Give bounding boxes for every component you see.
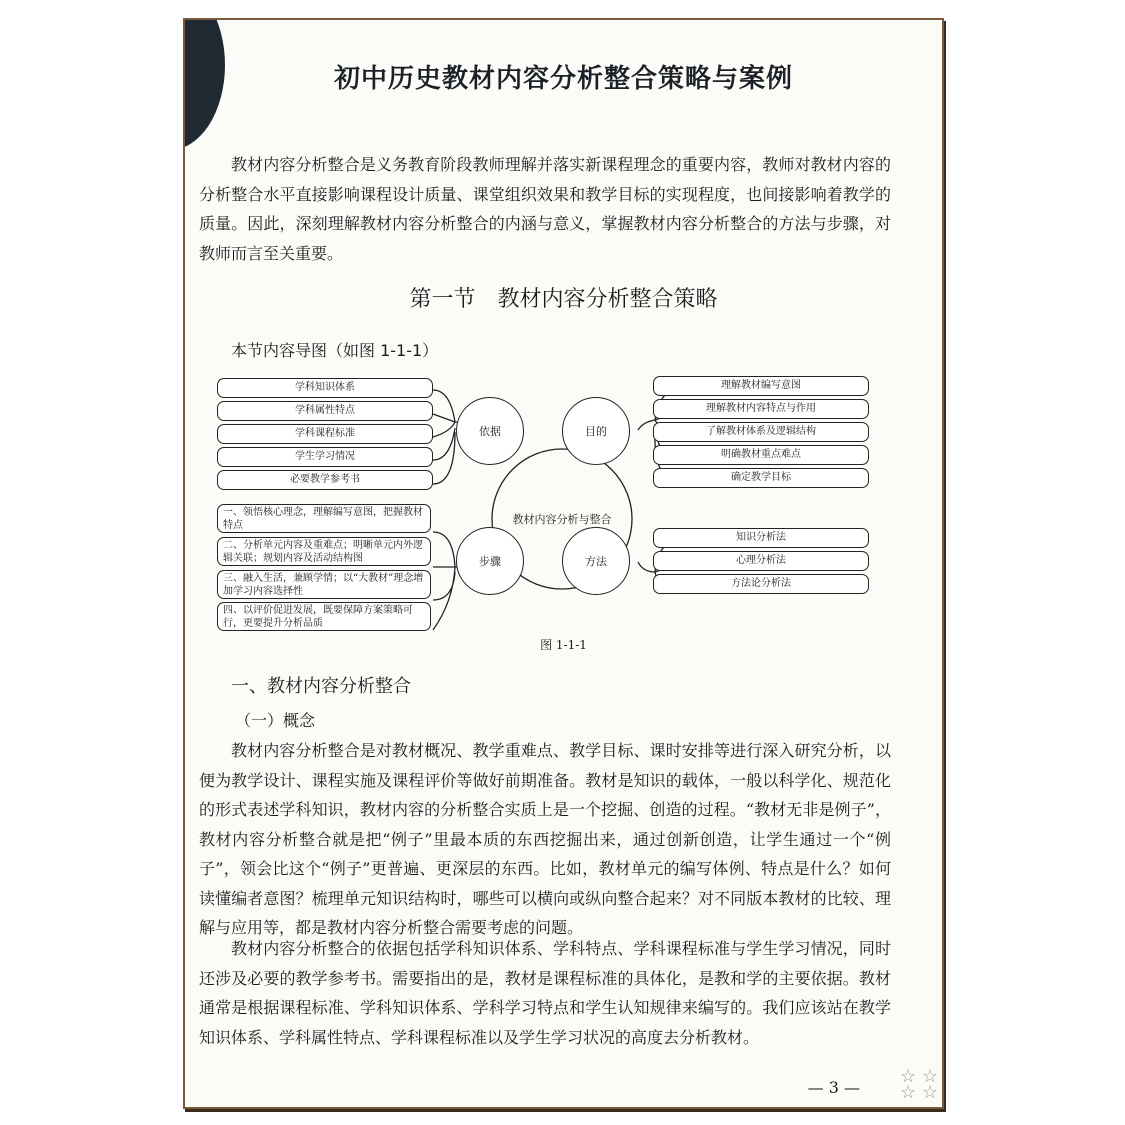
purpose-item: 明确教材重点难点: [653, 445, 869, 465]
step-item: 二、分析单元内容及重难点；明晰单元内外逻辑关联；规划内容及活动结构图: [217, 537, 431, 566]
node-basis: 依据: [456, 397, 524, 465]
purpose-item: 确定教学目标: [653, 468, 869, 488]
heading-1-1: （一）概念: [235, 711, 316, 730]
purpose-item: 了解教材体系及逻辑结构: [653, 422, 869, 442]
basis-item: 学科属性特点: [217, 401, 433, 421]
section-title: 第一节 教材内容分析整合策略: [409, 287, 718, 312]
basis-item: 学生学习情况: [217, 447, 433, 467]
method-item: 知识分析法: [653, 528, 869, 548]
basis-item: 学科知识体系: [217, 378, 433, 398]
basis-item: 学科课程标准: [217, 424, 433, 444]
heading-1: 一、教材内容分析整合: [231, 676, 411, 697]
method-item: 心理分析法: [653, 551, 869, 571]
star-decoration: ☆ ☆ ☆ ☆: [900, 1066, 938, 1103]
purpose-item: 理解教材编写意图: [653, 376, 869, 396]
step-item: 一、领悟核心理念，理解编写意图，把握教材特点: [217, 504, 431, 533]
purpose-item: 理解教材内容特点与作用: [653, 399, 869, 419]
node-center: 教材内容分析与整合: [512, 513, 612, 526]
page-number: — 3 —: [807, 1078, 860, 1097]
mind-map-figure: [215, 372, 875, 632]
node-methods: 方法: [562, 527, 630, 595]
node-purpose: 目的: [562, 397, 630, 465]
basis-paragraph: 教材内容分析整合的依据包括学科知识体系、学科特点、学科课程标准与学生学习情况，同时还涉及必要的教学参考书。需要指出的是，教材是课程标准的具体化，是教和学的主要依据。教材通常是根据课程标准、学科知识体系、学科学习特点和学生认知规律来编写的。我们应该站在教学知识体系、学科属性特点、学科课程标准以及学生学习状况的高度去分析教材。: [199, 939, 891, 1047]
figure-caption: 图 1-1-1: [540, 638, 587, 652]
node-steps: 步骤: [456, 527, 524, 595]
basis-item: 必要教学参考书: [217, 470, 433, 490]
intro-paragraph: 教材内容分析整合是义务教育阶段教师理解并落实新课程理念的重要内容，教师对教材内容的分析整合水平直接影响课程设计质量、课堂组织效果和教学目标的实现程度，也间接影响着教学的质量。因此，深刻理解教材内容分析整合的内涵与意义，掌握教材内容分析整合的方法与步骤，对教师而言至关重要。: [199, 155, 891, 263]
mindmap-intro: 本节内容导图（如图 1-1-1）: [231, 341, 439, 360]
step-item: 三、融入生活，兼顾学情；以“大教材”理念增加学习内容选择性: [217, 570, 431, 599]
book-page: [183, 18, 944, 1109]
page-title: 初中历史教材内容分析整合策略与案例: [333, 64, 793, 94]
concept-paragraph: 教材内容分析整合是对教材概况、教学重难点、教学目标、课时安排等进行深入研究分析，以便为教学设计、课程实施及课程评价等做好前期准备。教材是知识的载体，一般以科学化、规范化的形式表述学科知识，教材内容的分析整合实质上是一个挖掘、创造的过程。“教材无非是例子”，教材内容分析整合就是把“例子”里最本质的东西挖掘出来，通过创新创造，让学生通过一个“例子”，领会比这个“例子”更普遍、更深层的东西。比如，教材单元的编写体例、特点是什么？如何读懂编者意图？梳理单元知识结构时，哪些可以横向或纵向整合起来？对不同版本教材的比较、理解与应用等，都是教材内容分析整合需要考虑的问题。: [199, 741, 891, 937]
step-item: 四、以评价促进发展，既要保障方案策略可行，更要提升分析品质: [217, 602, 431, 631]
method-item: 方法论分析法: [653, 574, 869, 594]
